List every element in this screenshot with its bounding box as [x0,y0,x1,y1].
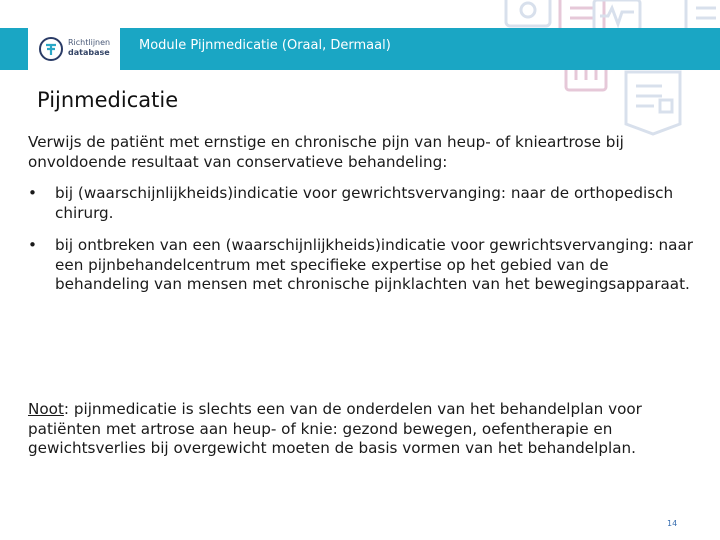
bullet-icon: • [28,236,37,254]
bullet-list [28,184,698,295]
note [28,400,698,459]
note-text: : pijnmedicatie is slechts een van de onderdelen van het behandelplan voor patiënten met artrose aan heup- of knie: gezond bewegen, oefentherapie en gewichtsverlies bij overgewicht moeten de basis vormen van het behandelplan. [28,400,642,457]
checklist-icon [626,72,680,134]
module-title: Module Pijnmedicatie (Oraal, Dermaal) [139,38,391,53]
logo [28,28,120,70]
logo-line2: database [68,48,110,57]
page-number: 14 [667,519,678,528]
list-item [28,236,698,295]
doctor-icon [506,0,550,26]
logo-text [68,38,110,58]
monitor-icon [594,0,640,30]
bullet-icon: • [28,184,37,202]
logo-line1: Richtlijnen [68,38,111,47]
list-item [28,184,698,223]
decorative-medical-icons [490,0,720,140]
intro-text: Verwijs de patiënt met ernstige en chronische pijn van heup- of knieartrose bij onvoldoende resultaat van conservatieve behandeling: [28,133,624,171]
richtlijnen-logo-icon [38,36,64,62]
list-item-text: bij ontbreken van een (waarschijnlijkheids)indicatie voor gewrichtsvervanging: naar een pijnbehandelcentrum met specifieke expertise op het gebied van de behandeling van mensen met chronische pijnklachten van het bewegingsapparaat. [55,236,694,293]
page-title: Pijnmedicatie [37,88,179,112]
content-body [28,133,698,308]
list-item-text: bij (waarschijnlijkheids)indicatie voor gewrichtsvervanging: naar de orthopedisch chirurg. [55,184,674,222]
note-label: Noot [28,400,64,418]
